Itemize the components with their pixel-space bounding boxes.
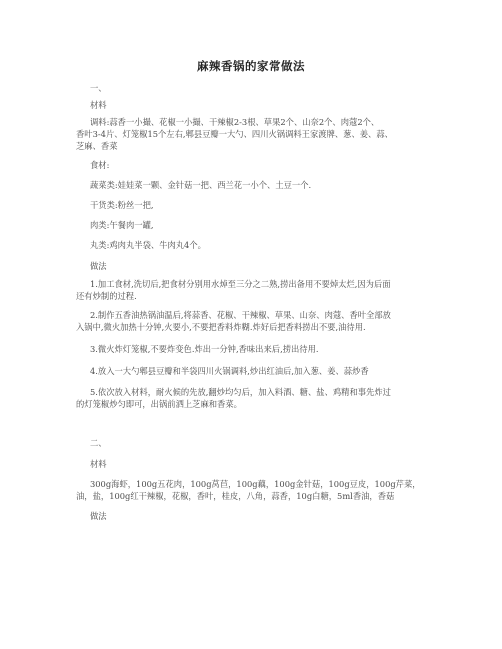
page-title: 麻辣香锅的家常做法: [197, 59, 305, 73]
materials-heading-2: 材料: [90, 459, 107, 469]
materials-heading-1: 材料: [90, 100, 107, 110]
step-4-line: 4.放入一大勺郫县豆瓣和半袋四川火锅调料,炒出红油后,加入葱、姜、蒜炒香: [90, 366, 369, 376]
seasoning-line-3: 芝麻、香菜: [76, 141, 118, 151]
seasoning-line-1: 调料:蒜香一小撮、花椒一小撮、干辣椒2-3根、草果2个、山奈2个、肉蔻2个、: [90, 117, 380, 127]
section-number-2: 二、: [90, 438, 107, 448]
vegetables-line: 蔬菜类:娃娃菜一颗、金针菇一把、西兰花一小个、土豆一个.: [90, 180, 312, 190]
method-heading-2: 做法: [90, 511, 107, 521]
ingredients-heading: 食材:: [90, 160, 110, 170]
materials-line-1: 300g海虾，100g五花肉，100g莴苣，100g藕，100g金针菇，100g豆皮，100g芹菜，: [90, 479, 421, 489]
method-heading-1: 做法: [90, 261, 107, 271]
step-3-line: 3.微火炸灯笼椒,不要炸变色.炸出一分钟,香味出来后,捞出待用.: [90, 344, 319, 354]
seasoning-line-2: 香叶3-4片、灯笼椒15个左右,郫县豆瓣一大勺、四川火锅调料王家渡牌、葱、姜、蒜、: [76, 129, 393, 139]
step-5-line-2: 的灯笼椒炒匀即可，出锅前洒上芝麻和香菜。: [76, 399, 242, 409]
meat-line: 肉类:午餐肉一罐,: [90, 220, 154, 230]
step-2-line-2: 入锅中,微火加热十分钟,火要小,不要把香料炸糊.炸好后把香料捞出不要,油待用.: [76, 322, 366, 332]
step-5-line-1: 5.依次放入材料，耐火候的先放,翻炒均匀后，加入料酒、糖、盐、鸡精和事先炸过: [90, 387, 391, 397]
dry-goods-line: 干货类:粉丝一把,: [90, 200, 154, 210]
step-2-line-1: 2.制作五香油热锅油温后,将蒜香、花椒、干辣椒、草果、山奈、肉蔻、香叶全部放: [90, 310, 391, 320]
step-1-line-2: 还有炒制的过程.: [76, 291, 137, 301]
balls-line: 丸类:鸡肉丸半袋、牛肉丸4个。: [90, 240, 206, 250]
materials-line-2: 油，盐，100g红干辣椒，花椒，香叶，桂皮，八角，蒜香，10g白糖，5ml香油，香菇: [76, 491, 395, 501]
step-1-line-1: 1.加工食材,洗切后,把食材分别用水焯至三分之二熟,捞出备用不要焯太烂,因为后面: [90, 279, 391, 289]
section-number-1: 一、: [90, 83, 107, 93]
